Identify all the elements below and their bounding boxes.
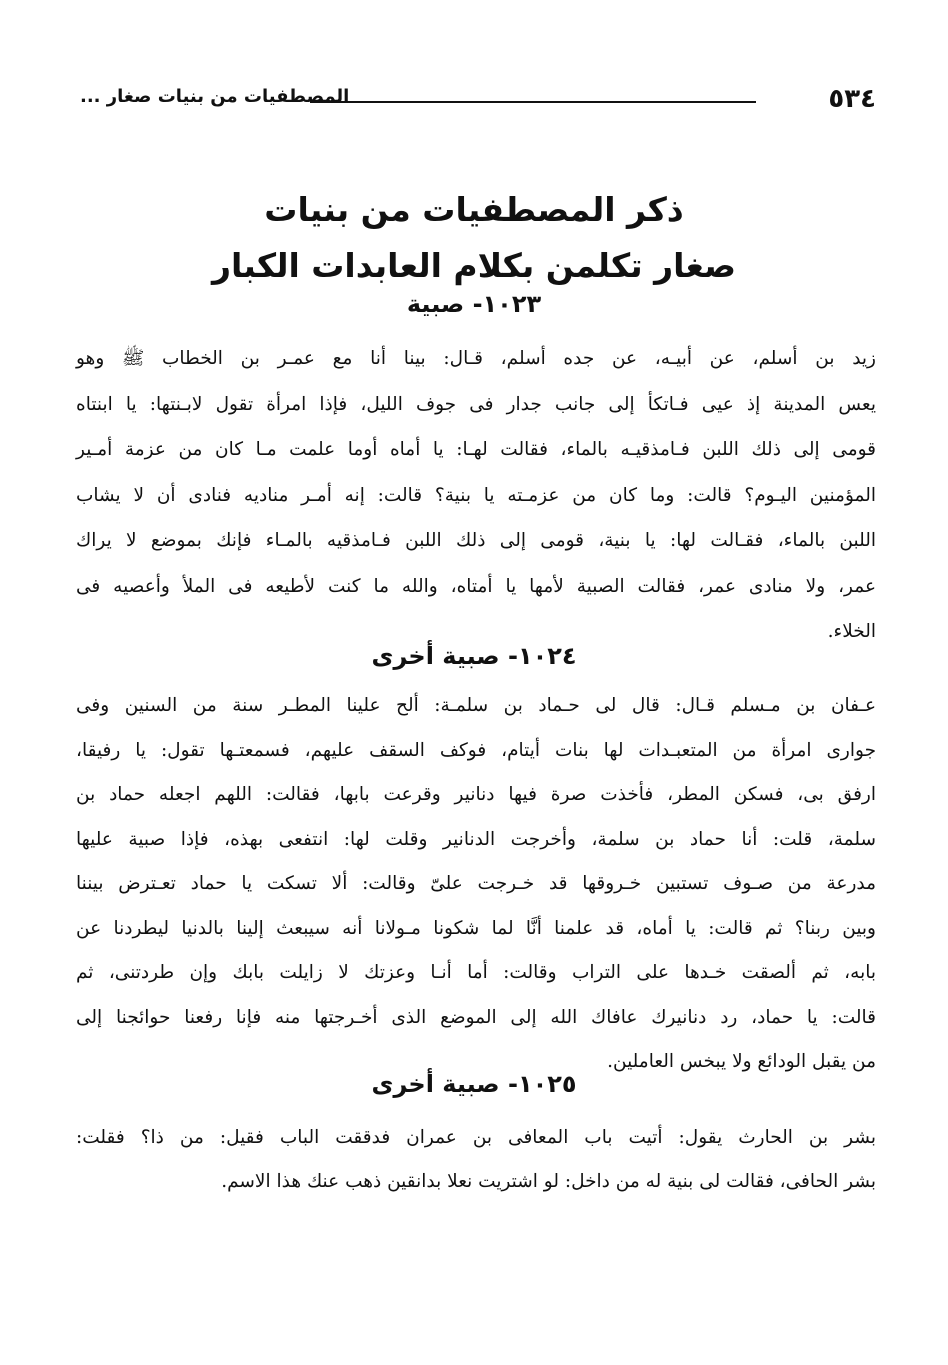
- text-line: من يقبل الودائع ولا يبخس العاملين.: [607, 1051, 876, 1072]
- text-line: قالت: يا حماد، رد دنانيرك عافاك الله إلى الموضع الذى أخـرجتها منه فإنا رفعنا حوائجنا إلى: [76, 1006, 876, 1028]
- text-line: الخلاء.: [827, 621, 876, 642]
- text-line: جوارى امرأة من المتعبـدات لها بنات أيتام، فوكف السقف عليهم، فسمعتـها تقول: يا رفيقا،: [76, 739, 876, 761]
- text-line: عـفان بن مـسلم قـال: قال لى حـماد بن سلمـة: ألح علينا المطـر سنة من السنين وفى: [76, 695, 876, 716]
- text-line: مدرعة من صـوف تستبين خـروقها قد خـرجت علىّ وقالت: ألا تسكت يا حماد تعـترض بيننا: [76, 873, 876, 894]
- chapter-title: [0, 182, 948, 294]
- section-body-1024: [76, 684, 876, 1085]
- running-header: [80, 82, 876, 118]
- text-line: عمر، ولا منادى عمر، فقالت الصبية لأمها يا أمتاه، والله ما كنت لأطيعه فى الملأ وأعصيه فى: [76, 575, 876, 597]
- section-heading-1025: ١٠٢٥- صبية أخرى: [371, 1070, 577, 1098]
- running-title: المصطفيات من بنيات صغار ...: [80, 86, 350, 107]
- text-line: زيد بن أسلم، عن أبيـه، عن جده أسلم، قـال: بينا أنا مع عمـر بن الخطاب ﷺ وهو: [76, 348, 876, 369]
- section-heading-1023: ١٠٢٣- صبية: [406, 290, 542, 318]
- section-body-1023: [76, 336, 876, 655]
- text-line: قومى إلى ذلك اللبن فـامذقيـه بالماء، فقالت لهـا: يا أماه أوما علمت مـا كان من عزمة أمـير: [76, 439, 876, 460]
- header-rule: [310, 101, 756, 103]
- page-number: ٥٣٤: [828, 84, 876, 114]
- section-body-1025: [76, 1116, 876, 1204]
- text-line: ارفق بى، فسكن المطر، فأخذت صرة فيها دنانير وقرعت بابها، فقالت: اللهم اجعله حماد بن: [76, 784, 876, 805]
- chapter-title-line-2: صغار تكلمن بكلام العابدات الكبار: [212, 246, 736, 285]
- section-heading-1024: ١٠٢٤- صبية أخرى: [371, 642, 577, 670]
- chapter-title-line-1: ذكر المصطفيات من بنيات: [264, 190, 684, 229]
- text-line: بابه، ثم ألصقت خـدها على التراب وقالت: أما أنـا وعزتك لا زايلت بابك وإن طردتنى، ثم: [76, 962, 876, 983]
- text-line: المؤمنين اليـوم؟ قالت: وما كان من عزمـته يا بنية؟ قالت: إنه أمـر مناديه فنادى أن لا يشاب: [76, 484, 876, 506]
- text-line: بشر الحافى، فقالت لى بنية له من داخل: لو اشتريت نعلا بدانقين ذهب عنك هذا الاسم.: [221, 1171, 876, 1192]
- text-line: اللبن بالماء، فقـالت لها: يا بنية، قومى إلى ذلك اللبن فـامذقيه بالمـاء فإنك بموضع لا يراك: [76, 530, 876, 551]
- text-line: يعس المدينة إذ عيى فـاتكأ إلى جانب جدار فى جوف الليل، فإذا امرأة تقول لابـنتها: يا ابنتاه: [76, 393, 876, 415]
- text-line: سلمة، قلت: أنا حماد بن سلمة، وأخرجت الدنانير وقلت لها: انتفعى بهذه، فإذا صبية عليها: [76, 828, 876, 850]
- text-line: بشر بن الحارث يقول: أتيت باب المعافى بن عمران فدققت الباب فقيل: من ذا؟ فقلت:: [76, 1127, 876, 1148]
- text-line: وبين ربنا؟ ثم قالت: يا أماه، قد علمنا أنَّا لما شكونا مـولانا أنه سيبعث إلينا بالدنيا ليطردنا عن: [76, 917, 876, 939]
